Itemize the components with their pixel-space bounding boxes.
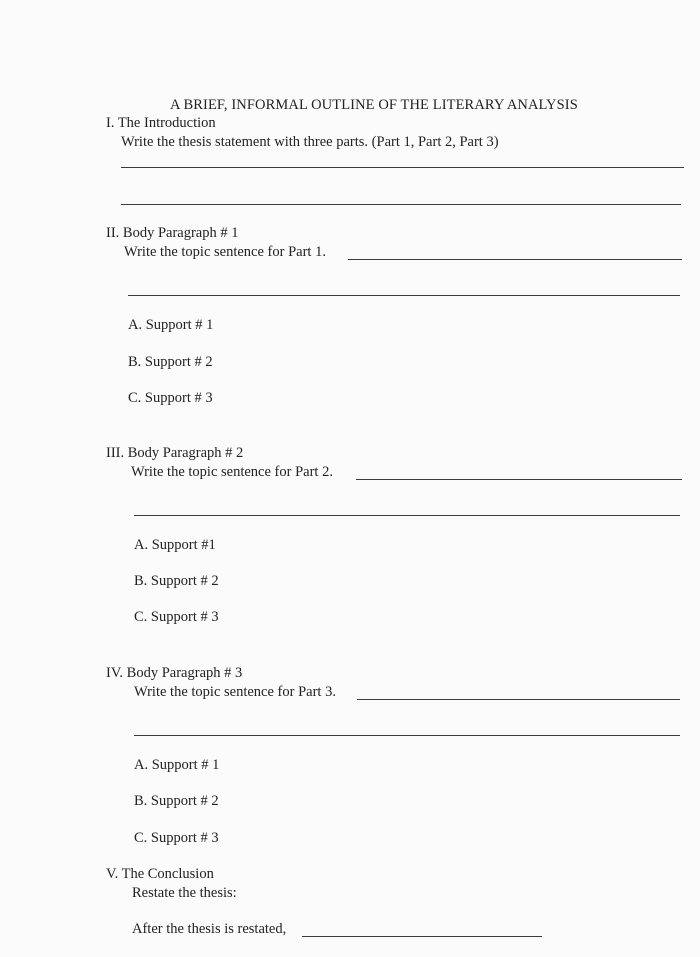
page-title: A BRIEF, INFORMAL OUTLINE OF THE LITERARY ANALYSIS <box>170 97 578 113</box>
support-2-b: B. Support # 2 <box>134 573 219 589</box>
topic-sentence-2-answer-line-2[interactable] <box>134 515 680 516</box>
section-heading-conclusion: V. The Conclusion <box>106 866 214 882</box>
section-heading-body-1: II. Body Paragraph # 1 <box>106 225 239 241</box>
topic-sentence-3-answer-line-2[interactable] <box>134 735 680 736</box>
section-heading-introduction: I. The Introduction <box>106 115 216 131</box>
support-3-a: A. Support # 1 <box>134 757 220 773</box>
section-heading-body-3: IV. Body Paragraph # 3 <box>106 665 243 681</box>
restate-thesis-prompt: Restate the thesis: <box>132 885 237 901</box>
topic-sentence-1-answer-line-2[interactable] <box>128 295 680 296</box>
topic-sentence-prompt-3: Write the topic sentence for Part 3. <box>134 684 336 700</box>
conclusion-answer-line[interactable] <box>302 936 542 937</box>
support-1-b: B. Support # 2 <box>128 354 213 370</box>
topic-sentence-prompt-1: Write the topic sentence for Part 1. <box>124 244 326 260</box>
thesis-answer-line-1[interactable] <box>121 167 684 168</box>
topic-sentence-2-answer-line[interactable] <box>356 479 682 480</box>
topic-sentence-prompt-2: Write the topic sentence for Part 2. <box>131 464 333 480</box>
support-3-c: C. Support # 3 <box>134 830 219 846</box>
after-thesis-prompt: After the thesis is restated, <box>132 921 287 937</box>
thesis-answer-line-2[interactable] <box>121 204 681 205</box>
support-2-a: A. Support #1 <box>134 537 216 553</box>
support-1-a: A. Support # 1 <box>128 317 214 333</box>
support-3-b: B. Support # 2 <box>134 793 219 809</box>
support-2-c: C. Support # 3 <box>134 609 219 625</box>
support-1-c: C. Support # 3 <box>128 390 213 406</box>
section-heading-body-2: III. Body Paragraph # 2 <box>106 445 244 461</box>
topic-sentence-1-answer-line[interactable] <box>348 259 682 260</box>
topic-sentence-3-answer-line[interactable] <box>357 699 680 700</box>
thesis-prompt: Write the thesis statement with three parts. (Part 1, Part 2, Part 3) <box>121 134 499 150</box>
